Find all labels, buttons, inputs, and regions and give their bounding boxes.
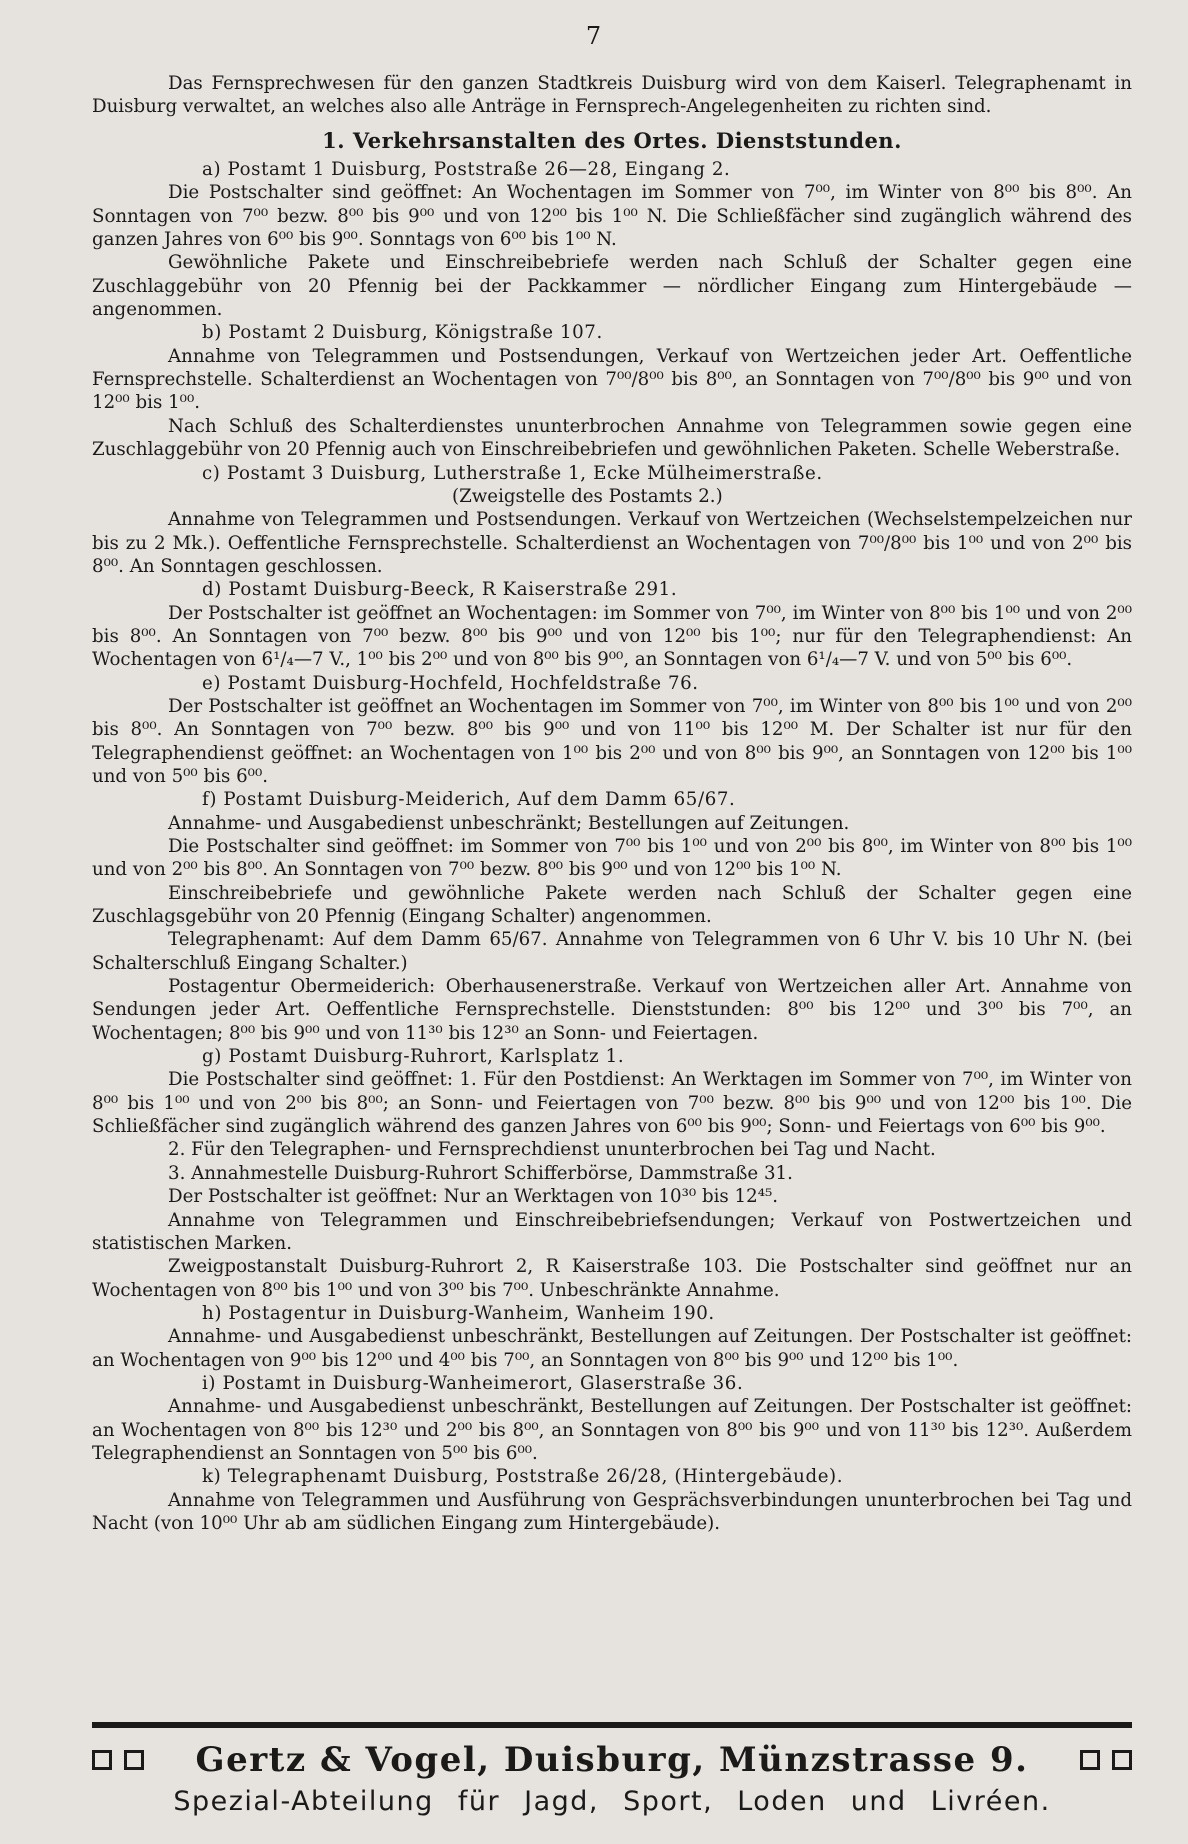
entry-h-paragraph: Annahme- und Ausgabedienst unbeschränkt, Bestellungen auf Zeitungen. Der Postschalter ist geöffnet: an Wochentagen von 9⁰⁰ bis 12⁰⁰ und 4⁰⁰ bis 7⁰⁰, an Sonntagen von 8⁰⁰ bis 9⁰⁰ und 12⁰⁰ bis 1⁰⁰. <box>92 1326 1132 1371</box>
entry-f-paragraph: Die Postschalter sind geöffnet: im Sommer von 7⁰⁰ bis 1⁰⁰ und von 2⁰⁰ bis 8⁰⁰, im Winter von 8⁰⁰ bis 1⁰⁰ und von 2⁰⁰ bis 8⁰⁰. An Sonntagen von 7⁰⁰ bezw. 8⁰⁰ bis 9⁰⁰ und von 12⁰⁰ bis 1⁰⁰ N. <box>92 836 1132 881</box>
entry-f-paragraph: Telegraphenamt: Auf dem Damm 65/67. Annahme von Telegrammen von 6 Uhr V. bis 10 Uhr N. (bei Schalterschluß Eingang Schalter.) <box>92 929 1132 974</box>
entry-g-paragraph: Annahme von Telegrammen und Einschreibebriefsendungen; Verkauf von Postwertzeichen und statistischen Marken. <box>92 1209 1132 1254</box>
square-ornament-icon <box>1112 1750 1132 1770</box>
advert-firm-name: Gertz & Vogel, Duisburg, Münzstrasse 9. <box>195 1740 1029 1780</box>
entry-k-paragraph: Annahme von Telegrammen und Ausführung von Gesprächsverbindungen ununterbrochen bei Tag und Nacht (von 10⁰⁰ Uhr ab am südlichen Eingang zum Hintergebäude). <box>92 1489 1132 1534</box>
entry-e-paragraph: Der Postschalter ist geöffnet an Wochentagen im Sommer von 7⁰⁰, im Winter von 8⁰⁰ bis 1⁰⁰ und von 2⁰⁰ bis 8⁰⁰. An Sonntagen von 7⁰⁰ bezw. 8⁰⁰ bis 9⁰⁰ und von 11⁰⁰ bis 12⁰⁰ M. Der Schalter ist nur für den Telegraphendienst geöffnet: an Wochentagen von 1⁰⁰ bis 2⁰⁰ und von 8⁰⁰ bis 9⁰⁰, an Sonntagen von 12⁰⁰ bis 1⁰⁰ und von 5⁰⁰ bis 6⁰⁰. <box>92 695 1132 787</box>
entry-g-paragraph: Der Postschalter ist geöffnet: Nur an Werktagen von 10³⁰ bis 12⁴⁵. <box>168 1186 779 1208</box>
square-ornament-icon <box>1080 1750 1100 1770</box>
square-ornament-icon <box>92 1750 112 1770</box>
entry-i-paragraph: Annahme- und Ausgabedienst unbeschränkt, Bestellungen auf Zeitungen. Der Postschalter ist geöffnet: an Wochentagen von 8⁰⁰ bis 12³⁰ und 2⁰⁰ bis 8⁰⁰, an Sonntagen von 8⁰⁰ bis 9⁰⁰ und von 11³⁰ bis 12³⁰. Außerdem Telegraphendienst an Sonntagen von 5⁰⁰ bis 6⁰⁰. <box>92 1396 1132 1464</box>
entry-f-paragraph: Postagentur Obermeiderich: Oberhausenerstraße. Verkauf von Wertzeichen aller Art. Annahme von Sendungen jeder Art. Oeffentliche Fernsprechstelle. Dienststunden: 8⁰⁰ bis 12⁰⁰ und 3⁰⁰ bis 7⁰⁰, an Wochentagen; 8⁰⁰ bis 9⁰⁰ und von 11³⁰ bis 12³⁰ an Sonn- und Feiertagen. <box>92 976 1132 1044</box>
entry-b-heading: b) Postamt 2 Duisburg, Königstraße 107. <box>202 322 603 344</box>
entry-h-heading: h) Postagentur in Duisburg-Wanheim, Wanheim 190. <box>202 1302 715 1324</box>
square-ornament-icon <box>124 1750 144 1770</box>
entry-d-paragraph: Der Postschalter ist geöffnet an Wochentagen: im Sommer von 7⁰⁰, im Winter von 8⁰⁰ bis 1⁰⁰ und von 2⁰⁰ bis 8⁰⁰. An Sonntagen von 7⁰⁰ bezw. 8⁰⁰ bis 9⁰⁰ und von 12⁰⁰ bis 1⁰⁰; nur für den Telegraphendienst: An Wochentagen von 6¹/₄—7 V., 1⁰⁰ bis 2⁰⁰ und von 8⁰⁰ bis 9⁰⁰, an Sonntagen von 6¹/₄—7 V. und von 5⁰⁰ bis 6⁰⁰. <box>92 602 1132 671</box>
ornament-boxes-right <box>1080 1750 1132 1770</box>
entry-f-heading: f) Postamt Duisburg-Meiderich, Auf dem Damm 65/67. <box>202 789 736 811</box>
entry-g-heading: g) Postamt Duisburg-Ruhrort, Karlsplatz 1. <box>202 1046 625 1068</box>
advertisement <box>92 1722 1132 1817</box>
page-number: 7 <box>585 22 603 50</box>
entry-g-paragraph: 2. Für den Telegraphen- und Fernsprechdienst ununterbrochen bei Tag und Nacht. <box>168 1139 936 1161</box>
entry-a-paragraph: Gewöhnliche Pakete und Einschreibebriefe werden nach Schluß der Schalter gegen eine Zuschlaggebühr von 20 Pfennig bei der Packkammer — nördlicher Eingang zum Hintergebäude — angenommen. <box>92 252 1132 321</box>
entry-b-paragraph: Annahme von Telegrammen und Postsendungen, Verkauf von Wertzeichen jeder Art. Oeffentliche Fernsprechstelle. Schalterdienst an Wochentagen von 7⁰⁰/8⁰⁰ bis 8⁰⁰, an Sonntagen von 7⁰⁰/8⁰⁰ bis 9⁰⁰ und von 12⁰⁰ bis 1⁰⁰. <box>92 345 1132 414</box>
section-title: 1. Verkehrsanstalten des Ortes. Dienststunden. <box>322 127 902 153</box>
entry-g-paragraph: Die Postschalter sind geöffnet: 1. Für den Postdienst: An Werktagen im Sommer von 7⁰⁰, im Winter von 8⁰⁰ bis 1⁰⁰ und von 2⁰⁰ bis 8⁰⁰; an Sonn- und Feiertagen von 7⁰⁰ bezw. 8⁰⁰ bis 9⁰⁰ und von 12⁰⁰ bis 1⁰⁰. Die Schließfächer sind zugänglich während des ganzen Jahres von 6⁰⁰ bis 9⁰⁰; Sonn- und Feiertags von 6⁰⁰ bis 9⁰⁰. <box>92 1069 1132 1138</box>
intro-paragraph: Das Fernsprechwesen für den ganzen Stadtkreis Duisburg wird von dem Kaiserl. Telegraphenamt in Duisburg verwaltet, an welches also alle Anträge in Fernsprech-Angelegenheiten zu richten sind. <box>92 73 1132 118</box>
entry-c-subheading: (Zweigstelle des Postamts 2.) <box>452 485 723 507</box>
entry-b-paragraph: Nach Schluß des Schalterdienstes ununterbrochen Annahme von Telegrammen sowie gegen eine Zuschlaggebühr von 20 Pfennig auch von Einschreibebriefen und gewöhnlichen Paketen. Schelle Weberstraße. <box>92 415 1132 461</box>
entry-f-paragraph: Einschreibebriefe und gewöhnliche Pakete werden nach Schluß der Schalter gegen eine Zuschlagsgebühr von 20 Pfennig (Eingang Schalter) angenommen. <box>92 882 1132 928</box>
entry-i-heading: i) Postamt in Duisburg-Wanheimerort, Glaserstraße 36. <box>202 1372 744 1394</box>
entry-g-paragraph: 3. Annahmestelle Duisburg-Ruhrort Schifferbörse, Dammstraße 31. <box>168 1162 793 1184</box>
entry-a-paragraph: Die Postschalter sind geöffnet: An Wochentagen im Sommer von 7⁰⁰, im Winter von 8⁰⁰ bis 8⁰⁰. An Sonntagen von 7⁰⁰ bezw. 8⁰⁰ bis 9⁰⁰ und von 12⁰⁰ bis 1⁰⁰ N. Die Schließfächer sind zugänglich während des ganzen Jahres von 6⁰⁰ bis 9⁰⁰. Sonntags von 6⁰⁰ bis 1⁰⁰ N. <box>92 182 1132 251</box>
entry-g-paragraph: Zweigpostanstalt Duisburg-Ruhrort 2, R Kaiserstraße 103. Die Postschalter sind geöffnet nur an Wochentagen von 8⁰⁰ bis 1⁰⁰ und von 3⁰⁰ bis 7⁰⁰. Unbeschränkte Annahme. <box>92 1256 1132 1301</box>
entry-a-heading: a) Postamt 1 Duisburg, Poststraße 26—28, Eingang 2. <box>202 159 731 181</box>
advert-tagline: Spezial-Abteilung für Jagd, Sport, Loden und Livréen. <box>173 1786 1051 1817</box>
entry-d-heading: d) Postamt Duisburg-Beeck, R Kaiserstraße 291. <box>202 579 678 601</box>
entry-c-heading: c) Postamt 3 Duisburg, Lutherstraße 1, Ecke Mülheimerstraße. <box>202 462 823 484</box>
entry-c-paragraph: Annahme von Telegrammen und Postsendungen. Verkauf von Wertzeichen (Wechselstempelzeichen nur bis zu 2 Mk.). Oeffentliche Fernsprechstelle. Schalterdienst an Wochentagen von 7⁰⁰/8⁰⁰ bis 1⁰⁰ und von 2⁰⁰ bis 8⁰⁰. An Sonntagen geschlossen. <box>92 509 1132 577</box>
entry-f-paragraph: Annahme- und Ausgabedienst unbeschränkt; Bestellungen auf Zeitungen. <box>168 812 850 834</box>
ornament-boxes-left <box>92 1750 144 1770</box>
entry-k-heading: k) Telegraphenamt Duisburg, Poststraße 26/28, (Hintergebäude). <box>202 1466 844 1488</box>
body-text <box>92 72 1132 1535</box>
entry-e-heading: e) Postamt Duisburg-Hochfeld, Hochfeldstraße 76. <box>202 672 699 694</box>
advert-firm-line <box>92 1738 1132 1782</box>
